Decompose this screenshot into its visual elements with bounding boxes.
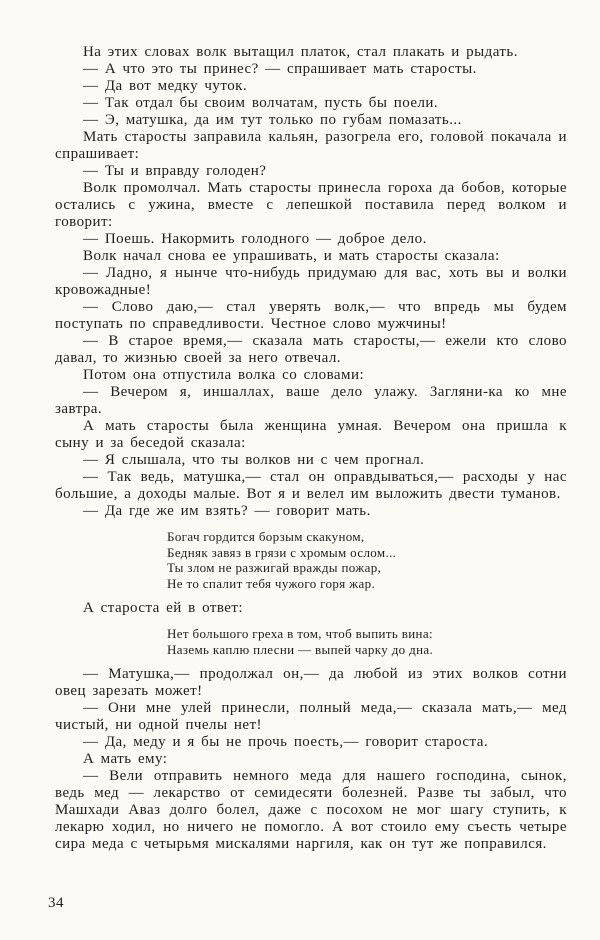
paragraph: Волк промолчал. Мать старосты принесла гороха да бобов, которые остались с ужина, вместе с лепешкой поставила перед волком и говорит: [55,180,567,230]
paragraph: — Ладно, я нынче что-нибудь придумаю для вас, хоть вы и волки кровожадные! [55,265,567,298]
paragraph: А мать ему: [83,751,168,767]
paragraph: — Да где же им взять? — говорит мать. [83,503,371,519]
paragraph: — Э, матушка, да им тут только по губам помазать... [83,112,462,128]
paragraph: — Слово даю,— стал уверять волк,— что впредь мы будем поступать по справедливости. Честное слово мужчины! [55,299,567,332]
paragraph: На этих словах волк вытащил платок, стал плакать и рыдать. [83,44,518,60]
paragraph: — В старое время,— сказала мать старосты,— ежели кто слово давал, то жизнью своей за него отвечал. [55,333,567,366]
paragraph: Потом она отпустила волка со словами: [83,367,365,383]
paragraph: Волк начал снова ее упрашивать, и мать старосты сказала: [83,248,500,264]
paragraph: — Так отдал бы своим волчатам, пусть бы поели. [83,95,439,111]
paragraph: — Да вот медку чуток. [83,78,248,94]
paragraph: — Матушка,— продолжал он,— да любой из этих волков сотни овец зарезать может! [55,666,567,699]
verse-block [167,626,567,657]
paragraph: — Так ведь, матушка,— стал он оправдываться,— расходы у нас большие, а доходы малые. Вот я и велел им выложить двести туманов. [55,469,567,502]
verse-line: Бедняк завяз в грязи с хромым ослом... [167,544,397,560]
paragraph: — Я слышала, что ты волков ни с чем прогнал. [83,452,425,468]
paragraph: — Вели отправить немного меда для нашего господина, сынок, ведь мед — лекарство от семидесяти болезней. Разве ты забыл, что Машхади Аваз долго болел, даже с посохом не мог шагу ступить, к лекарю ходил, но ничего не помогло. А вот стоило ему съесть четыре сира меда с четырьмя мискалями наргиля, как он тут же поправился. [55,768,567,852]
paragraph: — Ты и вправду голоден? [83,163,267,179]
paragraph: Мать старосты заправила кальян, разогрела его, головой покачала и спрашивает: [55,129,567,162]
verse-line: Наземь каплю плесни — выпей чарку до дна. [167,641,434,657]
verse-block [167,529,567,591]
page-text [55,44,567,853]
verse-line: Нет большого греха в том, чтоб выпить вина: [167,626,433,641]
verse-line: Ты злом не разжигай вражды пожар, [167,560,382,575]
verse-line: Богач гордится борзым скакуном, [167,529,365,544]
page-number: 34 [48,895,64,911]
paragraph: А староста ей в ответ: [83,600,244,616]
paragraph: — А что это ты принес? — спрашивает мать старосты. [83,61,477,77]
paragraph: — Да, меду и я бы не прочь поесть,— говорит староста. [83,734,489,750]
verse-line: Не то спалит тебя чужого горя жар. [167,575,376,591]
paragraph: — Поешь. Накормить голодного — доброе дело. [83,231,427,247]
paragraph: А мать старосты была женщина умная. Вечером она пришла к сыну и за беседой сказала: [55,418,567,451]
paragraph: — Вечером я, иншаллах, ваше дело улажу. Загляни-ка ко мне завтра. [55,384,567,417]
paragraph: — Они мне улей принесли, полный меда,— сказала мать,— мед чистый, ни одной пчелы нет! [55,700,567,733]
